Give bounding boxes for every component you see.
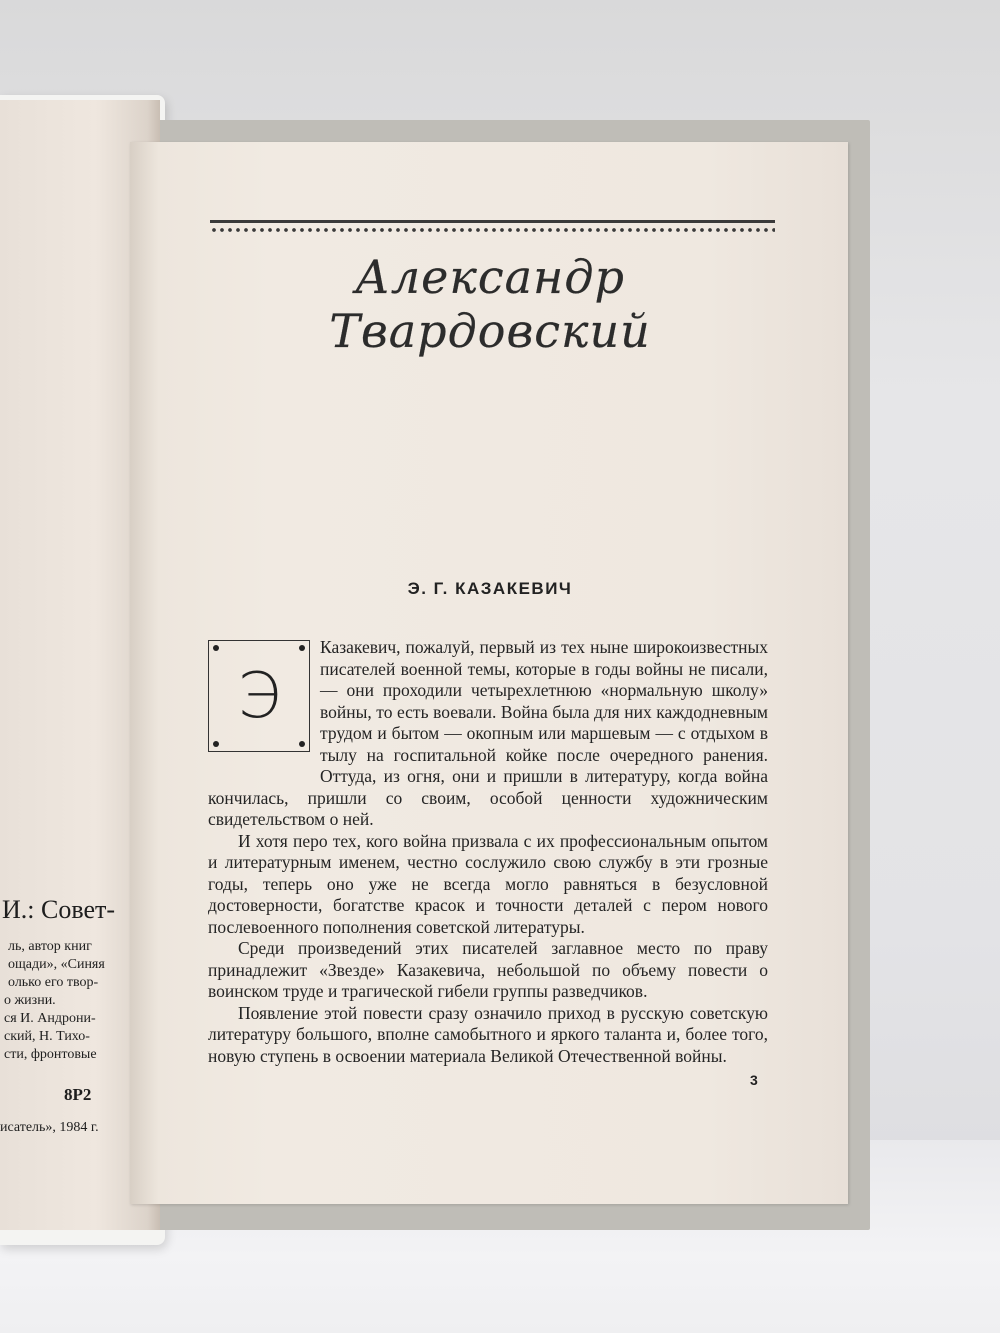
left-code: 8Р2 [64, 1085, 92, 1104]
paragraph: Среди произведений этих писателей заглавное место по праву принадлежит «Звезде» Казакевича, небольшой по объему повести о воинском труде и трагической гибели группы разведчиков. [208, 938, 768, 1001]
right-page [130, 142, 848, 1204]
left-blurb-line: олько его твор- [8, 975, 99, 990]
author-title: Александр Твардовский [329, 250, 651, 358]
left-blurb-line: ощади», «Синяя [8, 957, 105, 972]
left-blurb-line: ль, автор книг [8, 939, 92, 954]
page-number: 3 [750, 1072, 758, 1088]
left-publisher-line: исатель», 1984 г. [0, 1120, 99, 1135]
chapter-heading: Э. Г. КАЗАКЕВИЧ [407, 579, 573, 598]
left-blurb-line: ский, Н. Тихо- [4, 1029, 90, 1044]
paragraph-text: Казакевич, пожалуй, первый из тех ныне широкоизвестных писателей военной темы, которые в годы войны не писали, — они проходили четырехлетнюю «нормальную школу» войны, то есть воевали. Война была для них каждодневным трудом и бытом — окопным или маршевым — с отдыхом в тылу на госпитальной койке после очередного ранения. Оттуда, из огня, они и пришли в литературу, когда война кончилась, пришли со своим, особой ценности художническим свидетельством о ней. [208, 637, 768, 829]
dropcap-letter: Э [237, 659, 281, 732]
corner-dot [213, 645, 219, 651]
corner-dot [299, 645, 305, 651]
corner-dot [213, 741, 219, 747]
decorative-rule [210, 220, 775, 235]
left-blurb-line: ся И. Андрони- [4, 1011, 96, 1026]
paragraph: Появление этой повести сразу означило приход в русскую советскую литературу большого, вполне самобытного и яркого таланта и, более того, новую ступень в освоении материала Великой Отечественной войны. [208, 1002, 768, 1066]
left-heading-fragment: И.: Совет- [2, 895, 116, 924]
paragraph: И хотя перо тех, кого война призвала с их профессиональным опытом и литературным именем, честно сослужило свою службу в эти грозные годы, теперь оно уже не всегда могло равняться в безусловной достоверности, богатстве красок и точности деталей с пером нового послевоенного пополнения советской литературы. [208, 830, 768, 937]
left-blurb-line: о жизни. [4, 993, 56, 1008]
left-blurb-line: сти, фронтовые [4, 1047, 97, 1062]
corner-dot [299, 741, 305, 747]
dropcap-frame [208, 640, 310, 752]
